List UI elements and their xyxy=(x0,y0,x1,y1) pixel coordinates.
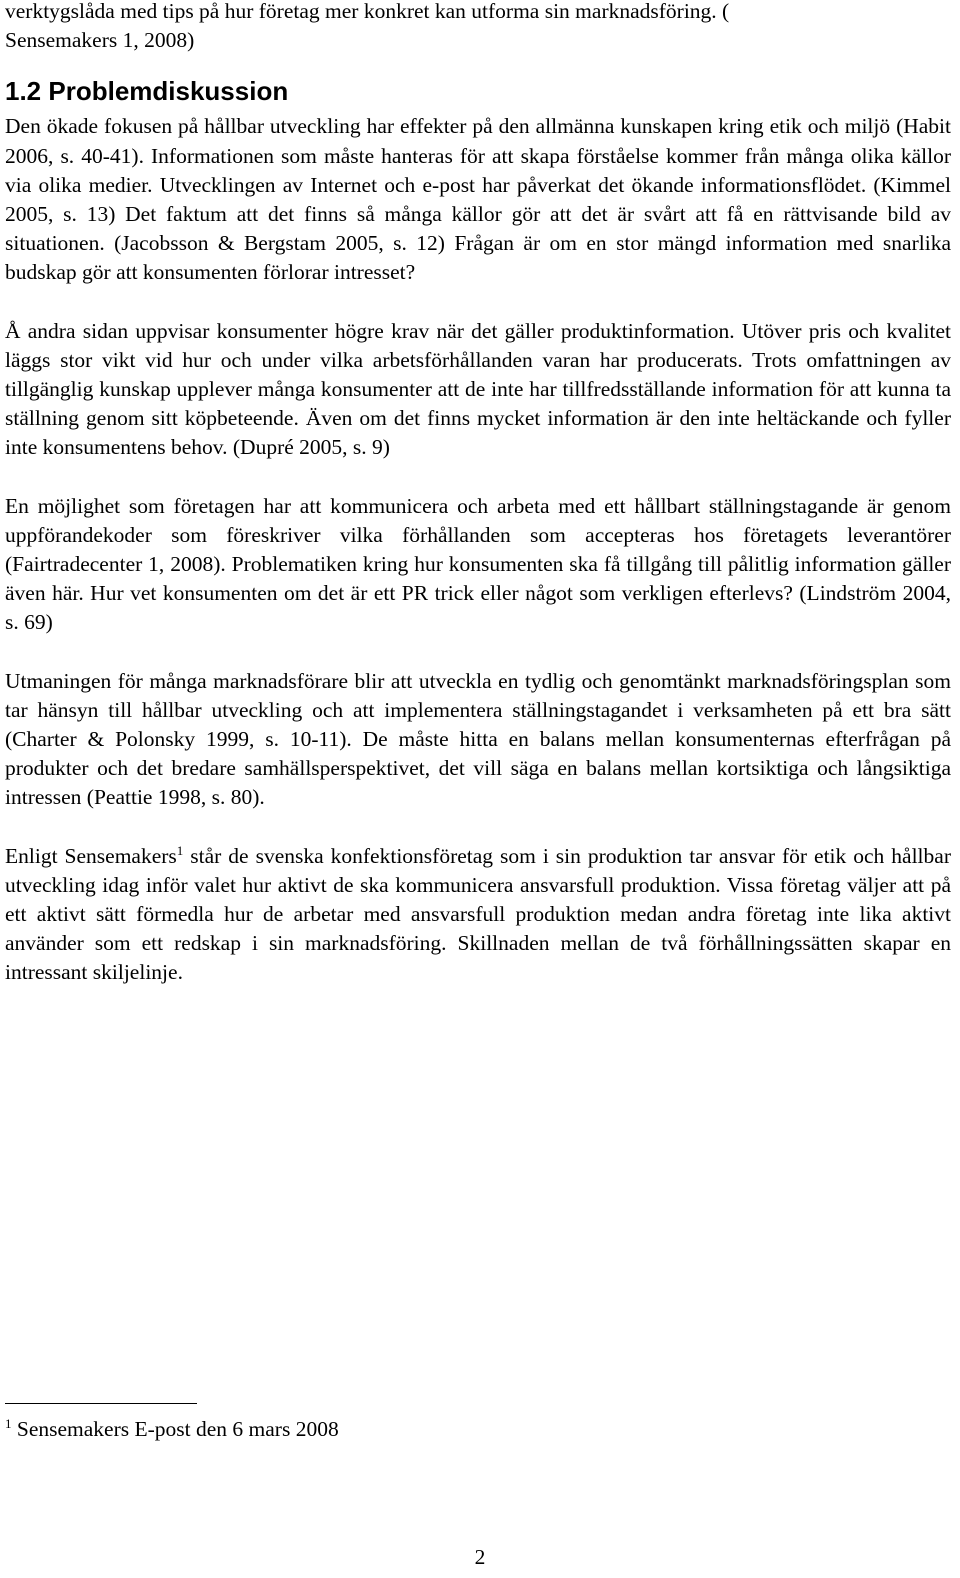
paragraph-2: Å andra sidan uppvisar konsumenter högre krav när det gäller produktinformation. Utöver pris och kvalitet läggs stor vikt vid hur och under vilka arbetsförhållanden varan har producerats. Trots omfattningen av tillgänglig kunskap upplever många konsumenter att de inte har tillfredsställande information för att kunna ta ställning genom sitt köpbeteende. Även om det finns mycket information är den inte heltäckande och fyller inte konsumentens behov. (Dupré 2005, s. 9) xyxy=(5,318,951,460)
footnote-divider xyxy=(5,1403,197,1404)
paragraph-1-part-a: Den ökade fokusen på hållbar utveckling har effekter på den allmänna kunskapen kring etik och miljö (Habit 2006, s. 40-41). Informationen som måste hanteras för att skapa förståelse kommer från många olika källor via olika medier. xyxy=(5,114,951,197)
paragraph-5 xyxy=(5,842,951,988)
paragraph-1 xyxy=(5,112,951,287)
intro-line-1: verktygslåda med tips på hur företag mer konkret kan utforma sin marknadsföring. ( xyxy=(5,0,730,23)
footnote-marker: 1 xyxy=(5,1415,12,1431)
paragraph-5-after: står de svenska konfektionsföretag som i sin produktion tar ansvar för etik och hållbar utveckling idag inför valet hur aktivt de ska kommunicera ansvarsfull produktion. Vissa företag väljer att på ett aktivt sätt förmedla hur de arbetar med ansvarsfull produktion medan andra företag inte lika aktivt använder som ett redskap i sin marknadsföring. Skillnaden mellan de två förhållningssätten skapar en intressant skiljelinje. xyxy=(5,843,951,985)
paragraph-1-part-b: Utvecklingen av Internet och e-post har påverkat det ökande informationsflödet. (Kimmel 2005, s. 13) Det faktum att det finns så många källor gör att det är svårt att få en rättvisande bild av situationen. (Jacobsson & Bergstam 2005, s. 12) Frågan är om en stor mängd information med snarlika budskap gör att konsumenten förlorar intresset? xyxy=(5,172,952,285)
page-number: 2 xyxy=(474,1545,486,1569)
paragraph-4: Utmaningen för många marknadsförare blir att utveckla en tydlig och genomtänkt marknadsföringsplan som tar hänsyn till hållbar utveckling och att implementera ställningstagandet i verksamheten på ett bra sätt (Charter & Polonsky 1999, s. 10-11). De måste hitta en balans mellan konsumenternas efterfrågan på produkter och det bredare samhällsperspektivet, det vill säga en balans mellan kortsiktiga och långsiktiga intressen (Peattie 1998, s. 80). xyxy=(5,668,951,810)
paragraph-5-before: Enligt Sensemakers xyxy=(5,843,177,868)
document-page xyxy=(5,0,951,988)
paragraph-3: En möjlighet som företagen har att kommunicera och arbeta med ett hållbart ställningstagande är genom uppförandekoder som föreskriver vilka förhållanden som accepteras hos företagets leverantörer (Fairtradecenter 1, 2008). Problematiken kring hur konsumenten ska få tillgång till pålitlig information gäller även här. Hur vet konsumenten om det är ett PR trick eller något som verkligen efterlevs? (Lindström 2004, s. 69) xyxy=(5,493,951,635)
section-heading: 1.2 Problemdiskussion xyxy=(5,76,289,107)
footnote xyxy=(5,1414,339,1444)
footnote-reference: 1 xyxy=(176,842,184,858)
intro-line-2: Sensemakers 1, 2008) xyxy=(5,28,195,53)
intro-text xyxy=(5,0,951,55)
footnote-text: Sensemakers E-post den 6 mars 2008 xyxy=(11,1417,339,1441)
